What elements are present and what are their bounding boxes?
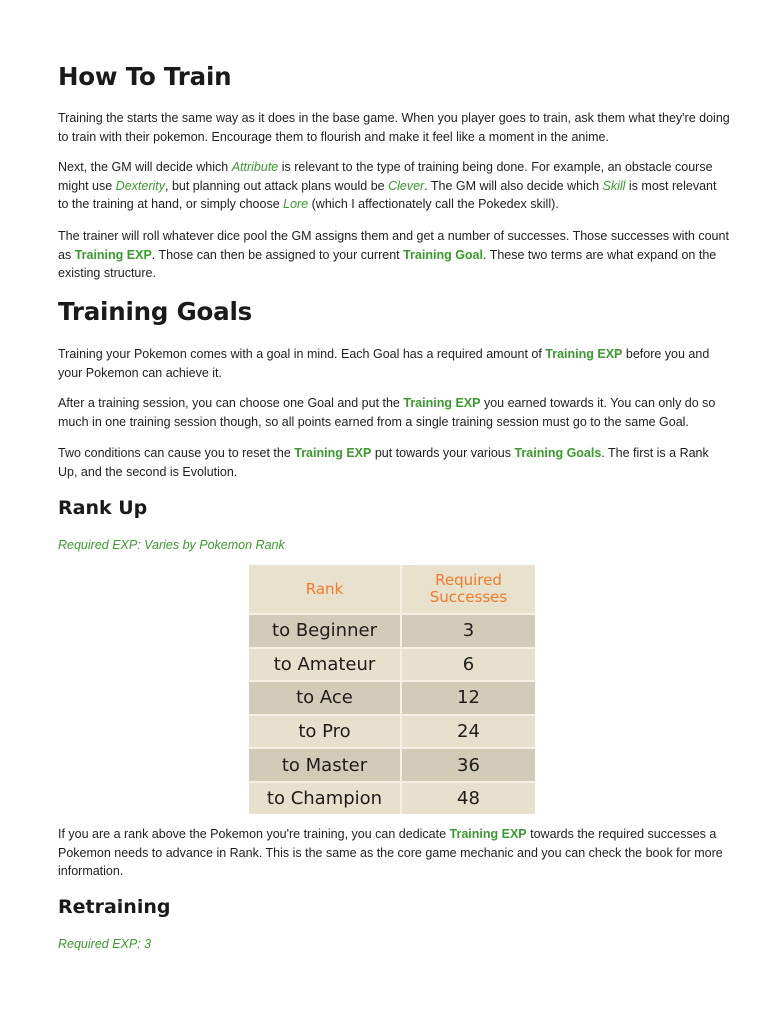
text: . The first is a Rank Up, and the second is Evolution. xyxy=(58,446,709,479)
text: is relevant to the type of training being done. For example, an obstacle course might use xyxy=(58,160,713,193)
header-required-successes xyxy=(401,565,535,614)
header-line: Required xyxy=(435,571,502,589)
header-line: Successes xyxy=(429,588,508,606)
paragraph-dedicate-exp xyxy=(58,825,730,881)
table-row xyxy=(249,614,535,648)
rank-cell: to Amateur xyxy=(249,648,401,682)
text: . Those can then be assigned to your current xyxy=(151,247,404,262)
term-training-exp: Training EXP xyxy=(294,446,372,460)
required-exp-retraining: Required EXP: 3 xyxy=(58,937,152,951)
text: Training your Pokemon comes with a goal in mind. Each Goal has a required amount of xyxy=(58,347,546,361)
required-exp-rank-up: Required EXP: Varies by Pokemon Rank xyxy=(58,538,285,552)
text: put towards your various xyxy=(371,446,515,460)
text: (which I affectionately call the Pokedex skill). xyxy=(308,197,559,211)
table-row xyxy=(249,715,535,749)
term-training-goals: Training Goals xyxy=(514,446,602,460)
rank-table xyxy=(249,565,535,814)
table-row xyxy=(249,648,535,682)
term-dexterity: Dexterity xyxy=(115,178,165,193)
term-training-goal: Training Goal xyxy=(403,247,483,262)
text: After a training session, you can choose one Goal and put the xyxy=(58,396,404,410)
term-skill: Skill xyxy=(602,178,626,193)
rank-cell: to Master xyxy=(249,748,401,782)
rank-cell: to Champion xyxy=(249,782,401,814)
text: . These two terms are what expand on the existing structure. xyxy=(58,247,717,280)
successes-cell: 36 xyxy=(401,748,535,782)
text: If you are a rank above the Pokemon you're training, you can dedicate xyxy=(58,827,450,841)
text: towards the required successes a Pokemon needs to advance in Rank. This is the same as the core game mechanic and you can check the book for more information. xyxy=(58,827,723,878)
paragraph-dice-pool xyxy=(58,227,730,283)
text: , but planning out attack plans would be xyxy=(165,178,389,193)
text: before you and your Pokemon can achieve it. xyxy=(58,347,710,380)
table-row xyxy=(249,748,535,782)
successes-cell: 3 xyxy=(401,614,535,648)
paragraph-reset-conditions xyxy=(58,444,730,481)
heading-rank-up: Rank Up xyxy=(58,497,148,519)
term-training-exp: Training EXP xyxy=(403,396,481,410)
term-lore: Lore xyxy=(283,197,309,211)
successes-cell: 48 xyxy=(401,782,535,814)
rank-cell: to Ace xyxy=(249,681,401,715)
heading-training-goals: Training Goals xyxy=(58,297,253,326)
successes-cell: 6 xyxy=(401,648,535,682)
text: Next, the GM will decide which xyxy=(58,160,232,174)
table-row xyxy=(249,681,535,715)
table-row xyxy=(249,782,535,814)
rank-cell: to Pro xyxy=(249,715,401,749)
term-training-exp: Training EXP xyxy=(74,247,152,262)
term-training-exp: Training EXP xyxy=(545,347,623,361)
heading-retraining: Retraining xyxy=(58,896,171,918)
text: The trainer will roll whatever dice pool the GM assigns them and get a number of successes. Those successes with count as xyxy=(58,229,729,262)
heading-how-to-train: How To Train xyxy=(58,62,232,91)
paragraph-goal-intro xyxy=(58,345,730,382)
paragraph-after-session xyxy=(58,394,730,431)
paragraph-gm-decides xyxy=(58,158,730,214)
term-training-exp: Training EXP xyxy=(449,827,527,841)
successes-cell: 12 xyxy=(401,681,535,715)
text: you earned towards it. You can only do so much in one training session though, so all points earned from a single training session must go to the same Goal. xyxy=(58,396,716,429)
rank-table-image xyxy=(249,565,535,814)
header-rank: Rank xyxy=(249,565,401,614)
paragraph-training-start: Training the starts the same way as it does in the base game. When you player goes to train, ask them what they're doing to train with their pokemon. Encourage them to flourish and make it feel like a moment in the anime. xyxy=(58,111,730,144)
text: . The GM will also decide which xyxy=(424,178,603,193)
text: Two conditions can cause you to reset the xyxy=(58,446,295,460)
term-clever: Clever xyxy=(388,178,425,193)
text: is most relevant to the training at hand, or simply choose xyxy=(58,178,717,211)
table-header-row xyxy=(249,565,535,614)
rank-cell: to Beginner xyxy=(249,614,401,648)
successes-cell: 24 xyxy=(401,715,535,749)
term-attribute: Attribute xyxy=(231,160,279,174)
